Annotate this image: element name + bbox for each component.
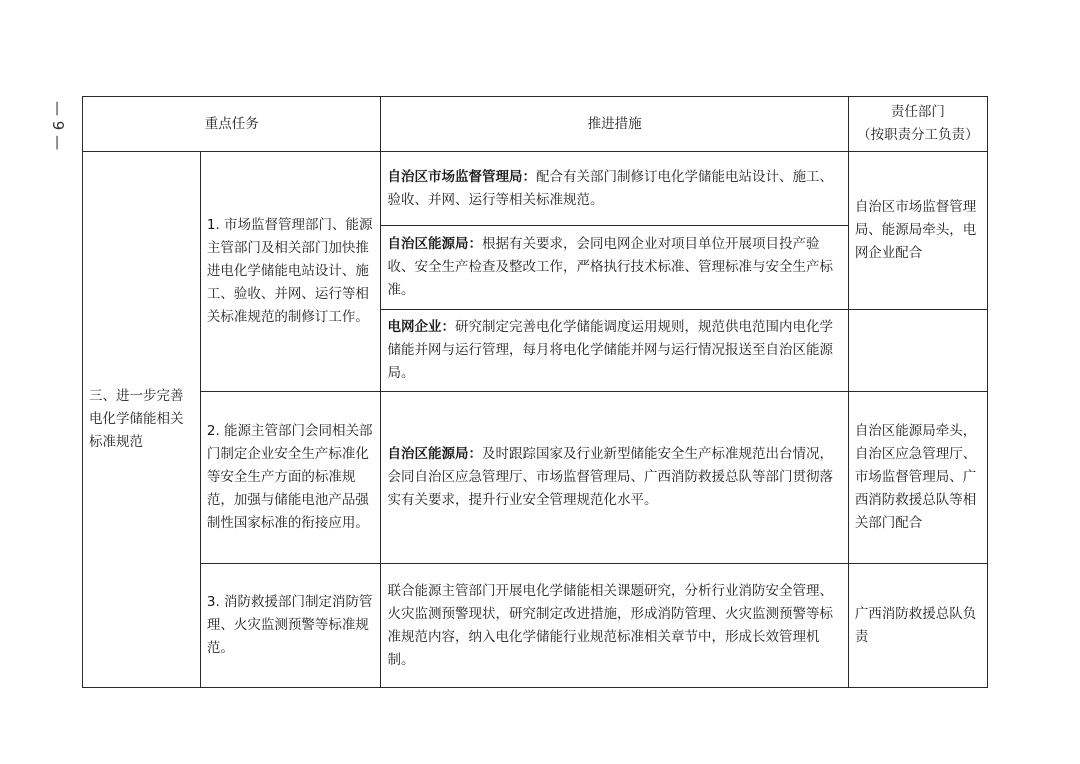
measure-org: 自治区市场监督管理局： (387, 168, 536, 185)
dept-cell: 自治区市场监督管理局、能源局牵头，电网企业配合 (848, 152, 987, 310)
dept-cell-empty (848, 310, 987, 392)
header-measures: 推进措施 (381, 97, 848, 152)
measure-org: 电网企业： (387, 319, 455, 335)
measure-cell (381, 226, 848, 310)
table-row (83, 564, 988, 688)
measure-org: 自治区能源局： (387, 446, 482, 462)
task-cell: 2. 能源主管部门会同相关部门制定企业安全生产标准化等安全生产方面的标准规范，加强与储能电池产品强制性国家标准的衔接应用。 (200, 392, 381, 564)
measure-org: 自治区能源局： (387, 236, 482, 252)
category-cell: 三、进一步完善电化学储能相关标准规范 (83, 152, 201, 688)
header-dept-line2: （按职责分工负责） (857, 127, 979, 143)
task-cell: 1. 市场监督管理部门、能源主管部门及相关部门加快推进电化学储能电站设计、施工、验收、并网、运行等相关标准规范的制修订工作。 (200, 152, 381, 392)
dept-cell: 自治区能源局牵头，自治区应急管理厅、市场监督管理局、广西消防救援总队等相关部门配合 (848, 392, 987, 564)
header-task: 重点任务 (83, 97, 381, 152)
task-cell: 3. 消防救援部门制定消防管理、火灾监测预警等标准规范。 (200, 564, 381, 688)
measure-text: 研究制定完善电化学储能调度运用规则，规范供电范围内电化学储能并网与运行管理，每月将电化学储能并网与运行情况报送至自治区能源局。 (387, 319, 833, 381)
table-row (83, 152, 988, 226)
header-dept (848, 97, 987, 152)
measure-text: 配合有关部门制修订电化学储能电站设计、施工、验收、并网、运行等相关标准规范。 (387, 168, 833, 208)
header-dept-line1: 责任部门 (890, 104, 945, 120)
measure-cell (381, 310, 848, 392)
measure-cell (381, 152, 848, 226)
measure-text: 根据有关要求，会同电网企业对项目单位开展项目投产验收、安全生产检查及整改工作，严格执行技术标准、管理标准与安全生产标准。 (387, 236, 833, 298)
measure-cell (381, 392, 848, 564)
measure-cell: 联合能源主管部门开展电化学储能相关课题研究，分析行业消防安全管理、火灾监测预警现状，研究制定改进措施，形成消防管理、火灾监测预警等标准规范内容，纳入电化学储能行业规范标准相关章节中，形成长效管理机制。 (381, 564, 848, 688)
table-header-row (83, 97, 988, 152)
table-row (83, 392, 988, 564)
task-table (82, 96, 988, 688)
page-number: — 9 — (49, 101, 67, 151)
measure-text: 及时跟踪国家及行业新型储能安全生产标准规范出台情况，会同自治区应急管理厅、市场监督管理局、广西消防救援总队等部门贯彻落实有关要求，提升行业安全管理规范化水平。 (387, 446, 833, 508)
dept-cell: 广西消防救援总队负责 (848, 564, 987, 688)
